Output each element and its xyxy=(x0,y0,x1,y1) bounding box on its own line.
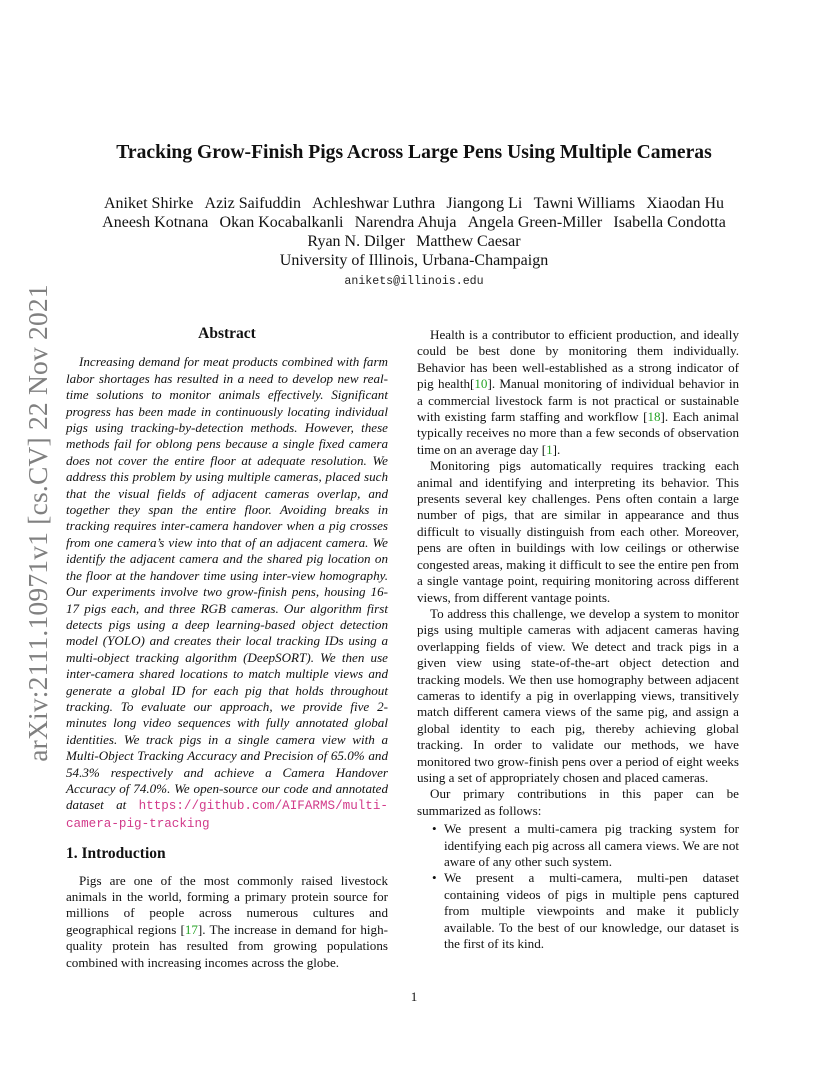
intro-paragraph-4: To address this challenge, we develop a system to monitor pigs using multiple cameras with adjacent cameras having overlapping fields of view. We detect and track pigs in a given view using state-of-the-art object detection and tracking models. We then use homography between adjacent cameras to identify a pig in overlapping views, transitively match different camera views of the same pig, and assign a global identity to each pig, thereby achieving global tracking. In order to validate our methods, we have monitored two grow-finish pens over a period of eight weeks using a set of appropriately chosen and placed cameras. xyxy=(417,605,739,785)
author-line-1 xyxy=(60,194,768,213)
author: Aneesh Kotnana xyxy=(102,214,209,231)
author-list xyxy=(60,194,768,251)
author: Okan Kocabalkanli xyxy=(219,214,344,231)
contribution-item: • We present a multi-camera, multi-pen dataset containing videos of pigs in multiple pens captured from multiple viewpoints and make it publicly available. To the best of our knowledge, our dataset is the first of its kind. xyxy=(417,870,739,952)
author: Jiangong Li xyxy=(446,195,523,212)
author: Matthew Caesar xyxy=(416,233,521,250)
contributions-list xyxy=(417,821,739,952)
citation-link[interactable]: 1 xyxy=(546,441,553,457)
author: Isabella Condotta xyxy=(613,214,726,231)
author-line-2 xyxy=(60,213,768,232)
arxiv-identifier-text: arXiv:2111.10971v1 [cs.CV] 22 Nov 2021 xyxy=(22,283,53,762)
intro-paragraph-5: Our primary contributions in this paper can be summarized as follows: xyxy=(417,786,739,818)
arxiv-identifier xyxy=(18,285,58,760)
author: Ryan N. Dilger xyxy=(307,233,405,250)
contribution-item: • We present a multi-camera pig tracking system for identifying each pig across all camera views. We are not aware of any other such system. xyxy=(417,821,739,870)
introduction-heading: 1. Introduction xyxy=(66,845,166,863)
author-line-3 xyxy=(60,232,768,251)
repository-link[interactable]: https://github.com/AIFARMS/multi-camera-pig-tracking xyxy=(66,799,388,831)
author: Achleshwar Luthra xyxy=(312,195,436,212)
page-number: 1 xyxy=(410,989,418,1004)
citation-link[interactable]: 18 xyxy=(647,409,661,425)
author: Xiaodan Hu xyxy=(646,195,724,212)
author-email[interactable]: anikets@illinois.edu xyxy=(344,275,484,288)
intro-paragraph-1: Pigs are one of the most commonly raised livestock animals in the world, forming a primary protein source for millions of people across numerous cultures and geographical regions [17]. The increase in demand for high-quality protein has resulted from growing populations combined with increasing incomes across the globe. xyxy=(66,872,388,970)
intro-paragraph-2: Health is a contributor to efficient production, and ideally could be best done by monitoring them individually. Behavior has been well-established as a strong indicator of pig health[10]. Manual monitoring of individual behavior in a commercial livestock farm is not practical or sustainable with existing farm staffing and workflow [18]. Each animal typically receives no more than a few seconds of observation time on an average day [1]. xyxy=(417,327,739,457)
left-column xyxy=(66,326,388,971)
abstract-text xyxy=(66,354,388,832)
author: Angela Green-Miller xyxy=(467,214,603,231)
intro-paragraph-3: Monitoring pigs automatically requires tracking each animal and identifying and interpreting its behavior. This presents several key challenges. Pens often contain a large number of pigs, that are similar in appearance and thus difficult to visually distinguish from each other. Moreover, pens are often in buildings with low ceilings or otherwise congested areas, making it difficult to see the entire pen from a single vantage point, requiring monitoring across different views, from different vantage points. xyxy=(417,458,739,605)
affiliation: University of Illinois, Urbana-Champaign xyxy=(279,252,549,269)
author: Narendra Ahuja xyxy=(354,214,457,231)
abstract-body: Increasing demand for meat products combined with farm labor shortages has resulted in a need to develop new real-time solutions to monitor animals effectively. Significant progress has been made in continuously locating individual pigs using tracking-by-detection methods. However, these methods fail for oblong pens because a single fixed camera does not cover the entire floor at adequate resolution. We address this problem by using multiple cameras, placed such that the visual fields of adjacent cameras overlap, and together they span the entire floor. Avoiding breaks in tracking requires inter-camera handover when a pig crosses from one camera’s view into that of an adjacent camera. We identify the adjacent camera and the shared pig location on the floor at the handover time using inter-view homography. Our experiments involve two grow-finish pens, housing 16-17 pigs each, and three RGB cameras. Our algorithm first detects pigs using a deep learning-based object detection model (YOLO) and creates their local tracking IDs using a multi-object tracking algorithm (DeepSORT). We then use inter-camera shared locations to match multiple views and generate a global ID for each pig that holds throughout tracking. To evaluate our approach, we provide five 2-minutes long video sequences with fully annotated global identities. We track pigs in a single camera view with a Multi-Object Tracking Accuracy and Precision of 65.0% and 54.3% respectively and achieve a Camera Handover Accuracy of 74.0%. We open-source our code and annotated dataset at xyxy=(66,354,388,813)
author: Aziz Saifuddin xyxy=(204,195,301,212)
paper-title: Tracking Grow-Finish Pigs Across Large Pens Using Multiple Cameras xyxy=(116,142,712,163)
author: Tawni Williams xyxy=(533,195,636,212)
citation-link[interactable]: 17 xyxy=(184,921,198,937)
right-column xyxy=(417,327,739,952)
author: Aniket Shirke xyxy=(104,195,194,212)
citation-link[interactable]: 10 xyxy=(474,376,488,392)
abstract-heading: Abstract xyxy=(198,325,256,342)
